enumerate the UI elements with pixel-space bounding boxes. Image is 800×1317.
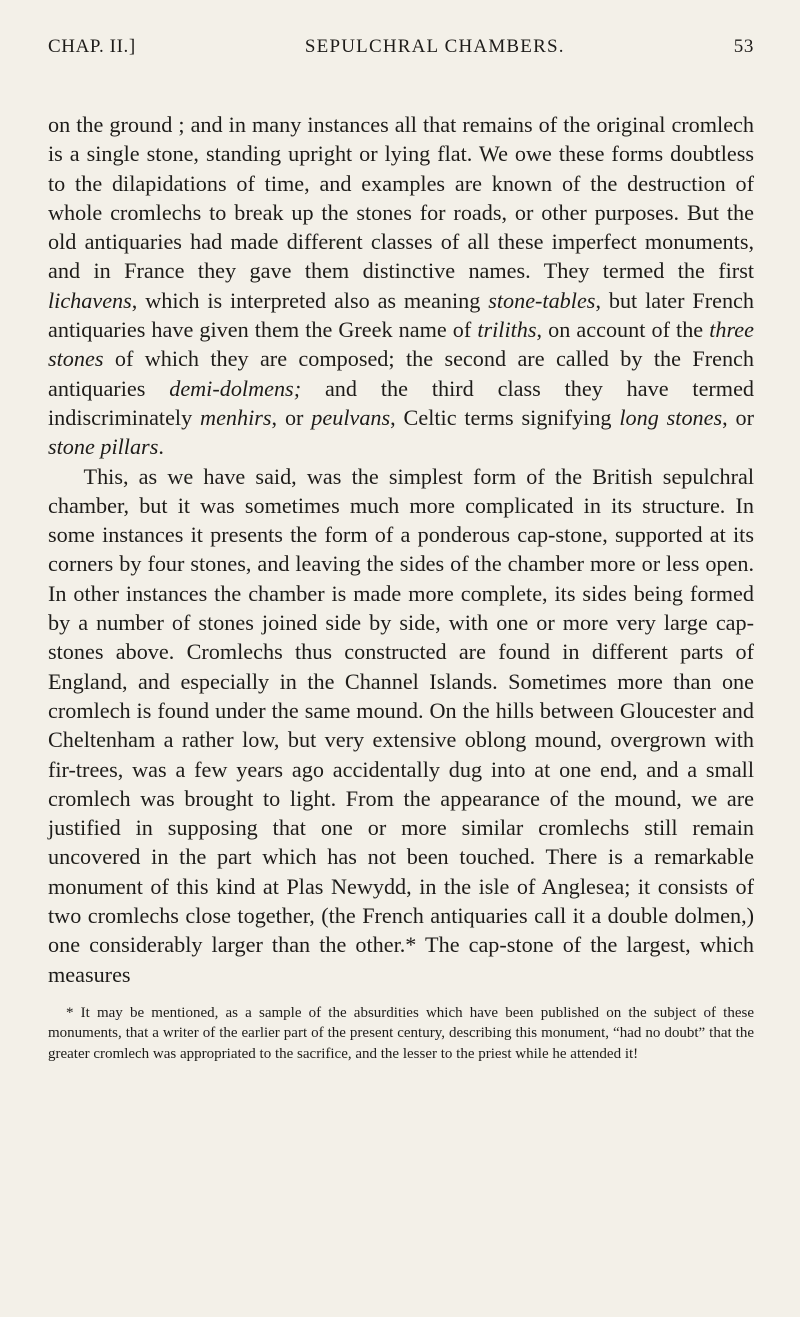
- italic-term: triliths: [477, 317, 537, 343]
- italic-term: long stones: [619, 404, 723, 430]
- text-run: , but later French antiquaries have given them the Greek name of: [48, 287, 754, 343]
- footnote: * It may be mentioned, as a sample of the absurdities which have been published on the subject of these monuments, that a writer of the earlier part of the present century, describing this monument, “had no doubt” that the greater cromlech was appropriated to the sacrifice, and the lesser to the priest while he attended it!: [48, 1004, 754, 1062]
- running-title: SEPULCHRAL CHAMBERS.: [304, 36, 565, 57]
- italic-term: lichavens: [48, 287, 132, 313]
- text-run: .: [158, 434, 164, 460]
- text-run: , Celtic terms signifying: [390, 404, 620, 430]
- italic-term: peulvans: [311, 404, 391, 430]
- italic-term: demi-dolmens;: [169, 375, 302, 401]
- text-run: on the ground ; and in many instances all that remains of the original cromlech is a single stone, standing upright or lying flat. We owe these forms doubtless to the dilapidations of time, and examples are known of the destruction of whole cromlechs to break up the stones for roads, or other purposes. But the old antiquaries had made different classes of all these imperfect monuments, and in France they gave them distinctive names. They termed the first: [48, 112, 754, 284]
- italic-term: stone pillars: [48, 434, 159, 460]
- page-number: 53: [733, 36, 754, 57]
- chapter-label: CHAP. II.]: [48, 36, 136, 57]
- running-head: [48, 36, 754, 68]
- text-run: , on account of the: [536, 317, 710, 343]
- text-run: and the third class they have termed indiscriminately: [48, 375, 755, 430]
- italic-term: three stones: [48, 317, 754, 372]
- book-page: [48, 36, 754, 1064]
- paragraph: [48, 462, 754, 989]
- text-run: , or: [271, 404, 312, 430]
- paragraph: [48, 110, 754, 462]
- italic-term: menhirs: [200, 404, 272, 430]
- text-run: of which they are composed; the second are called by the French antiquaries: [48, 346, 754, 401]
- body-text: [48, 110, 754, 989]
- text-run: , which is interpreted also as meaning: [131, 287, 489, 313]
- text-run: , or: [722, 404, 755, 430]
- text-run: This, as we have said, was the simplest form of the British sepulchral chamber, but it was sometimes much more complicated in its structure. In some instances it presents the form of a ponderous cap-stone, supported at its corners by four stones, and leaving the sides of the chamber more or less open. In other instances the chamber is made more complete, its sides being formed by a number of stones joined side by side, with one or more very large cap-stones above. Cromlechs thus constructed are found in different parts of England, and especially in the Channel Islands. Sometimes more than one cromlech is found under the same mound. On the hills between Gloucester and Cheltenham a rather low, but very extensive oblong mound, overgrown with fir-trees, was a few years ago accidentally dug into at one end, and a small cromlech was brought to light. From the appearance of the mound, we are justified in supposing that one or more similar cromlechs still remain uncovered in the part which has not been touched. There is a remarkable monument of this kind at Plas Newydd, in the isle of Anglesea; it consists of two cromlechs close together, (the French antiquaries call it a double dolmen,) one considerably larger than the other.* The cap-stone of the largest, which measures: [48, 463, 754, 987]
- italic-term: stone-tables: [488, 287, 596, 313]
